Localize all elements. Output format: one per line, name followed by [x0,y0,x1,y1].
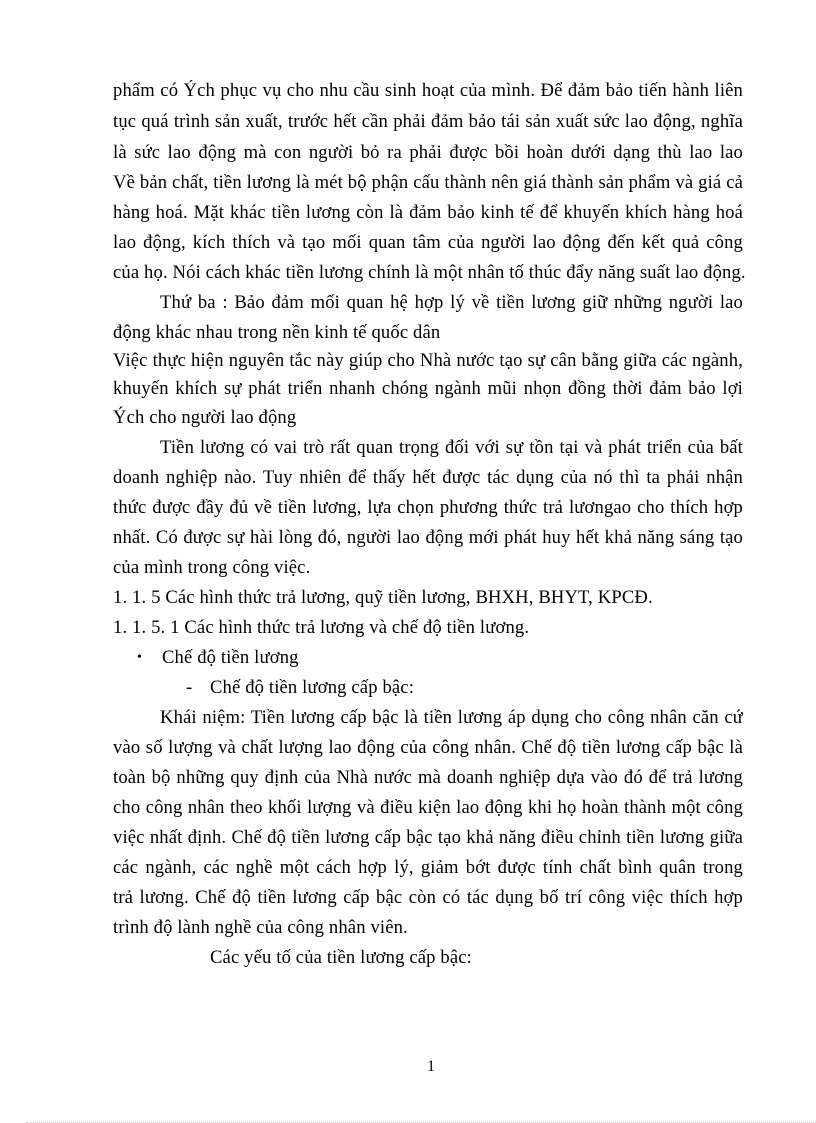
paragraph-line: trình độ lành nghề của công nhân viên. [113,917,408,938]
dash-icon: - [186,677,193,698]
paragraph-line-indented: Tiền lương có vai trò rất quan trọng đối với sự tồn tại và phát triển của bất [160,437,743,458]
paragraph-line: trả lương. Chế độ tiền lương cấp bậc còn có tác dụng bố trí công việc thích hợp [113,887,743,908]
paragraph-line: toàn bộ những quy định của Nhà nước mà doanh nghiệp dựa vào đó để trả lương [113,767,743,788]
paragraph-line: doanh nghiệp nào. Tuy nhiên để thấy hết được tác dụng của nó thì ta phải nhận [113,467,743,488]
page-number: 1 [427,1058,435,1075]
paragraph-line: khuyến khích sự phát triển nhanh chóng ngành mũi nhọn đồng thời đảm bảo lợi [113,378,743,399]
paragraph-line: hàng hoá. Mặt khác tiền lương còn là đảm bảo kinh tế để khuyến khích hàng hoá [113,202,743,223]
paragraph-line: lao động, kích thích và tạo mối quan tâm của người lao động đến kết quả công [113,232,743,253]
paragraph-line: của họ. Nói cách khác tiền lương chính là một nhân tố thúc đẩy năng suất lao động. [113,262,746,283]
paragraph-line: các ngành, các nghề một cách hợp lý, giảm bớt được tính chất bình quân trong [113,857,743,878]
paragraph-line: Việc thực hiện nguyên tắc này giúp cho Nhà nước tạo sự cân bằng giữa các ngành, [113,350,743,371]
paragraph-line: thức được đầy đủ về tiền lương, lựa chọn phương thức trả lươngao cho thích hợp [113,497,743,518]
paragraph-line: nhất. Có được sự hài lòng đó, người lao động mới phát huy hết khả năng sáng tạo [113,527,743,548]
section-heading: 1. 1. 5 Các hình thức trả lương, quỹ tiền lương, BHXH, BHYT, KPCĐ. [113,587,653,608]
dash-item: Chế độ tiền lương cấp bậc: [210,677,415,698]
paragraph-line: cho công nhân theo khối lượng và điều kiện lao động khi họ hoàn thành một công [113,797,743,818]
bullet-icon: • [137,650,142,665]
paragraph-line-indented: Thứ ba : Bảo đảm mối quan hệ hợp lý về tiền lương giữ những người lao [160,292,743,313]
paragraph-line: việc nhất định. Chế độ tiền lương cấp bậc tạo khả năng điều chỉnh tiền lương giữa [113,827,743,848]
paragraph-line: Về bản chất, tiền lương là mét bộ phận cấu thành nên giá thành sản phẩm và giá cả [113,172,743,193]
paragraph-line: của mình trong công việc. [113,557,311,578]
paragraph-line: vào số lượng và chất lượng lao động của công nhân. Chế độ tiền lương cấp bậc là [113,737,743,758]
paragraph-line: động khác nhau trong nền kinh tế quốc dân [113,322,441,343]
paragraph-line: là sức lao động mà con người bỏ ra phải được bồi hoàn dưới dạng thù lao lao [113,142,743,163]
bullet-item: Chế độ tiền lương [162,647,299,668]
paragraph-line: Ých cho người lao động [113,407,297,428]
subsection-heading: 1. 1. 5. 1 Các hình thức trả lương và chế độ tiền lương. [113,617,530,638]
paragraph-line-indented: Khái niệm: Tiền lương cấp bậc là tiền lương áp dụng cho công nhân căn cứ [160,707,743,728]
paragraph-line-indented: Các yếu tố của tiền lương cấp bậc: [210,947,472,968]
paragraph-line: phẩm có Ých phục vụ cho nhu cầu sinh hoạt của mình. Để đảm bảo tiến hành liên [113,80,743,101]
paragraph-line: tục quá trình sản xuất, trước hết cần phải đảm bảo tái sản xuất sức lao động, nghĩa [113,111,743,132]
